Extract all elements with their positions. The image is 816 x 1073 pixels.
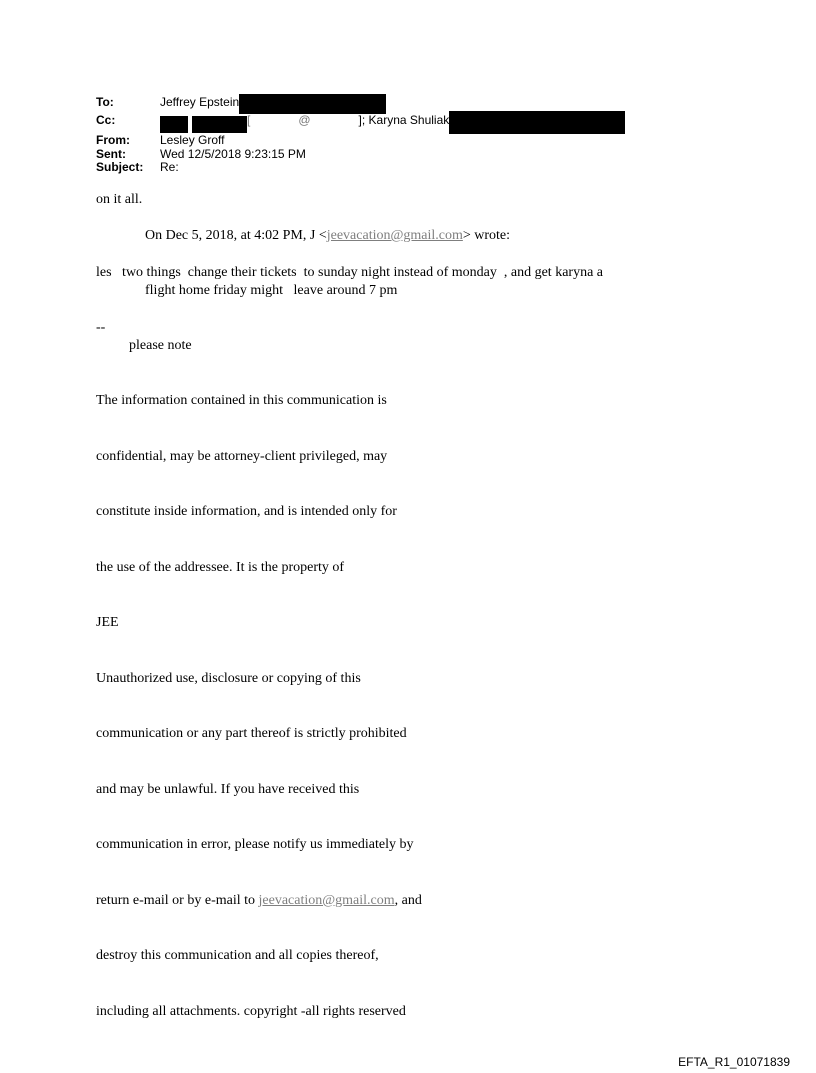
redaction-box [160, 116, 188, 133]
disclaimer-email-link[interactable]: jeevacation@gmail.com [258, 892, 395, 908]
please-note: please note [129, 338, 192, 353]
sent-label: Sent: [96, 146, 126, 161]
from-value: Lesley Groff [160, 133, 225, 147]
message-line-2: flight home friday might leave around 7 pm [145, 283, 398, 298]
subject-value: Re: [160, 160, 179, 175]
disclaimer-line: The information contained in this communication is [96, 393, 387, 408]
disclaimer-line: constitute inside information, and is intended only for [96, 504, 397, 519]
disclaimer-line: destroy this communication and all copies thereof, [96, 948, 379, 963]
cc-name: ]; Karyna Shuliak [358, 113, 450, 127]
to-label: To: [96, 95, 114, 109]
reply-text: on it all. [96, 192, 143, 207]
subject-label: Subject: [96, 160, 144, 175]
cc-fragment: [ [247, 113, 251, 127]
quote-header: On Dec 5, 2018, at 4:02 PM, J <jeevacation@gmail.com> wrote: [145, 228, 511, 243]
from-label: From: [96, 133, 130, 147]
disclaimer-line: JEE [96, 615, 119, 630]
sent-row [96, 148, 625, 162]
disclaimer-line: Unauthorized use, disclosure or copying of this [96, 670, 361, 686]
signature-separator: -- [96, 320, 106, 335]
to-value: Jeffrey Epstein [160, 96, 386, 114]
disclaimer-line: the use of the addressee. It is the property of [96, 559, 345, 575]
cc-row [96, 114, 625, 134]
disclaimer-line: return e-mail or by e-mail to jeevacation@gmail.com, and [96, 892, 422, 908]
sent-value: Wed 12/5/2018 9:23:15 PM [160, 146, 306, 161]
cc-label: Cc: [96, 113, 116, 127]
disclaimer [96, 355, 422, 1040]
disclaimer-line: and may be unlawful. If you have received this [96, 781, 360, 797]
disclaimer-line: communication in error, please notify us immediately by [96, 837, 414, 852]
redaction-box [239, 94, 386, 114]
cc-fragment: @ [298, 113, 311, 127]
disclaimer-line: confidential, may be attorney-client privileged, may [96, 448, 388, 464]
disclaimer-line: including all attachments. copyright -all rights reserved [96, 1003, 406, 1019]
quote-email-link[interactable]: jeevacation@gmail.com [326, 228, 463, 243]
document-id: EFTA_R1_01071839 [678, 1055, 790, 1069]
message-line-1: les two things change their tickets to sunday night instead of monday , and get karyna a [96, 265, 603, 280]
disclaimer-line: communication or any part thereof is strictly prohibited [96, 726, 407, 741]
redaction-box [449, 111, 625, 134]
subject-row [96, 161, 625, 175]
from-row [96, 134, 625, 148]
cc-value [160, 114, 625, 134]
email-header [96, 96, 625, 175]
redaction-box [192, 116, 247, 133]
